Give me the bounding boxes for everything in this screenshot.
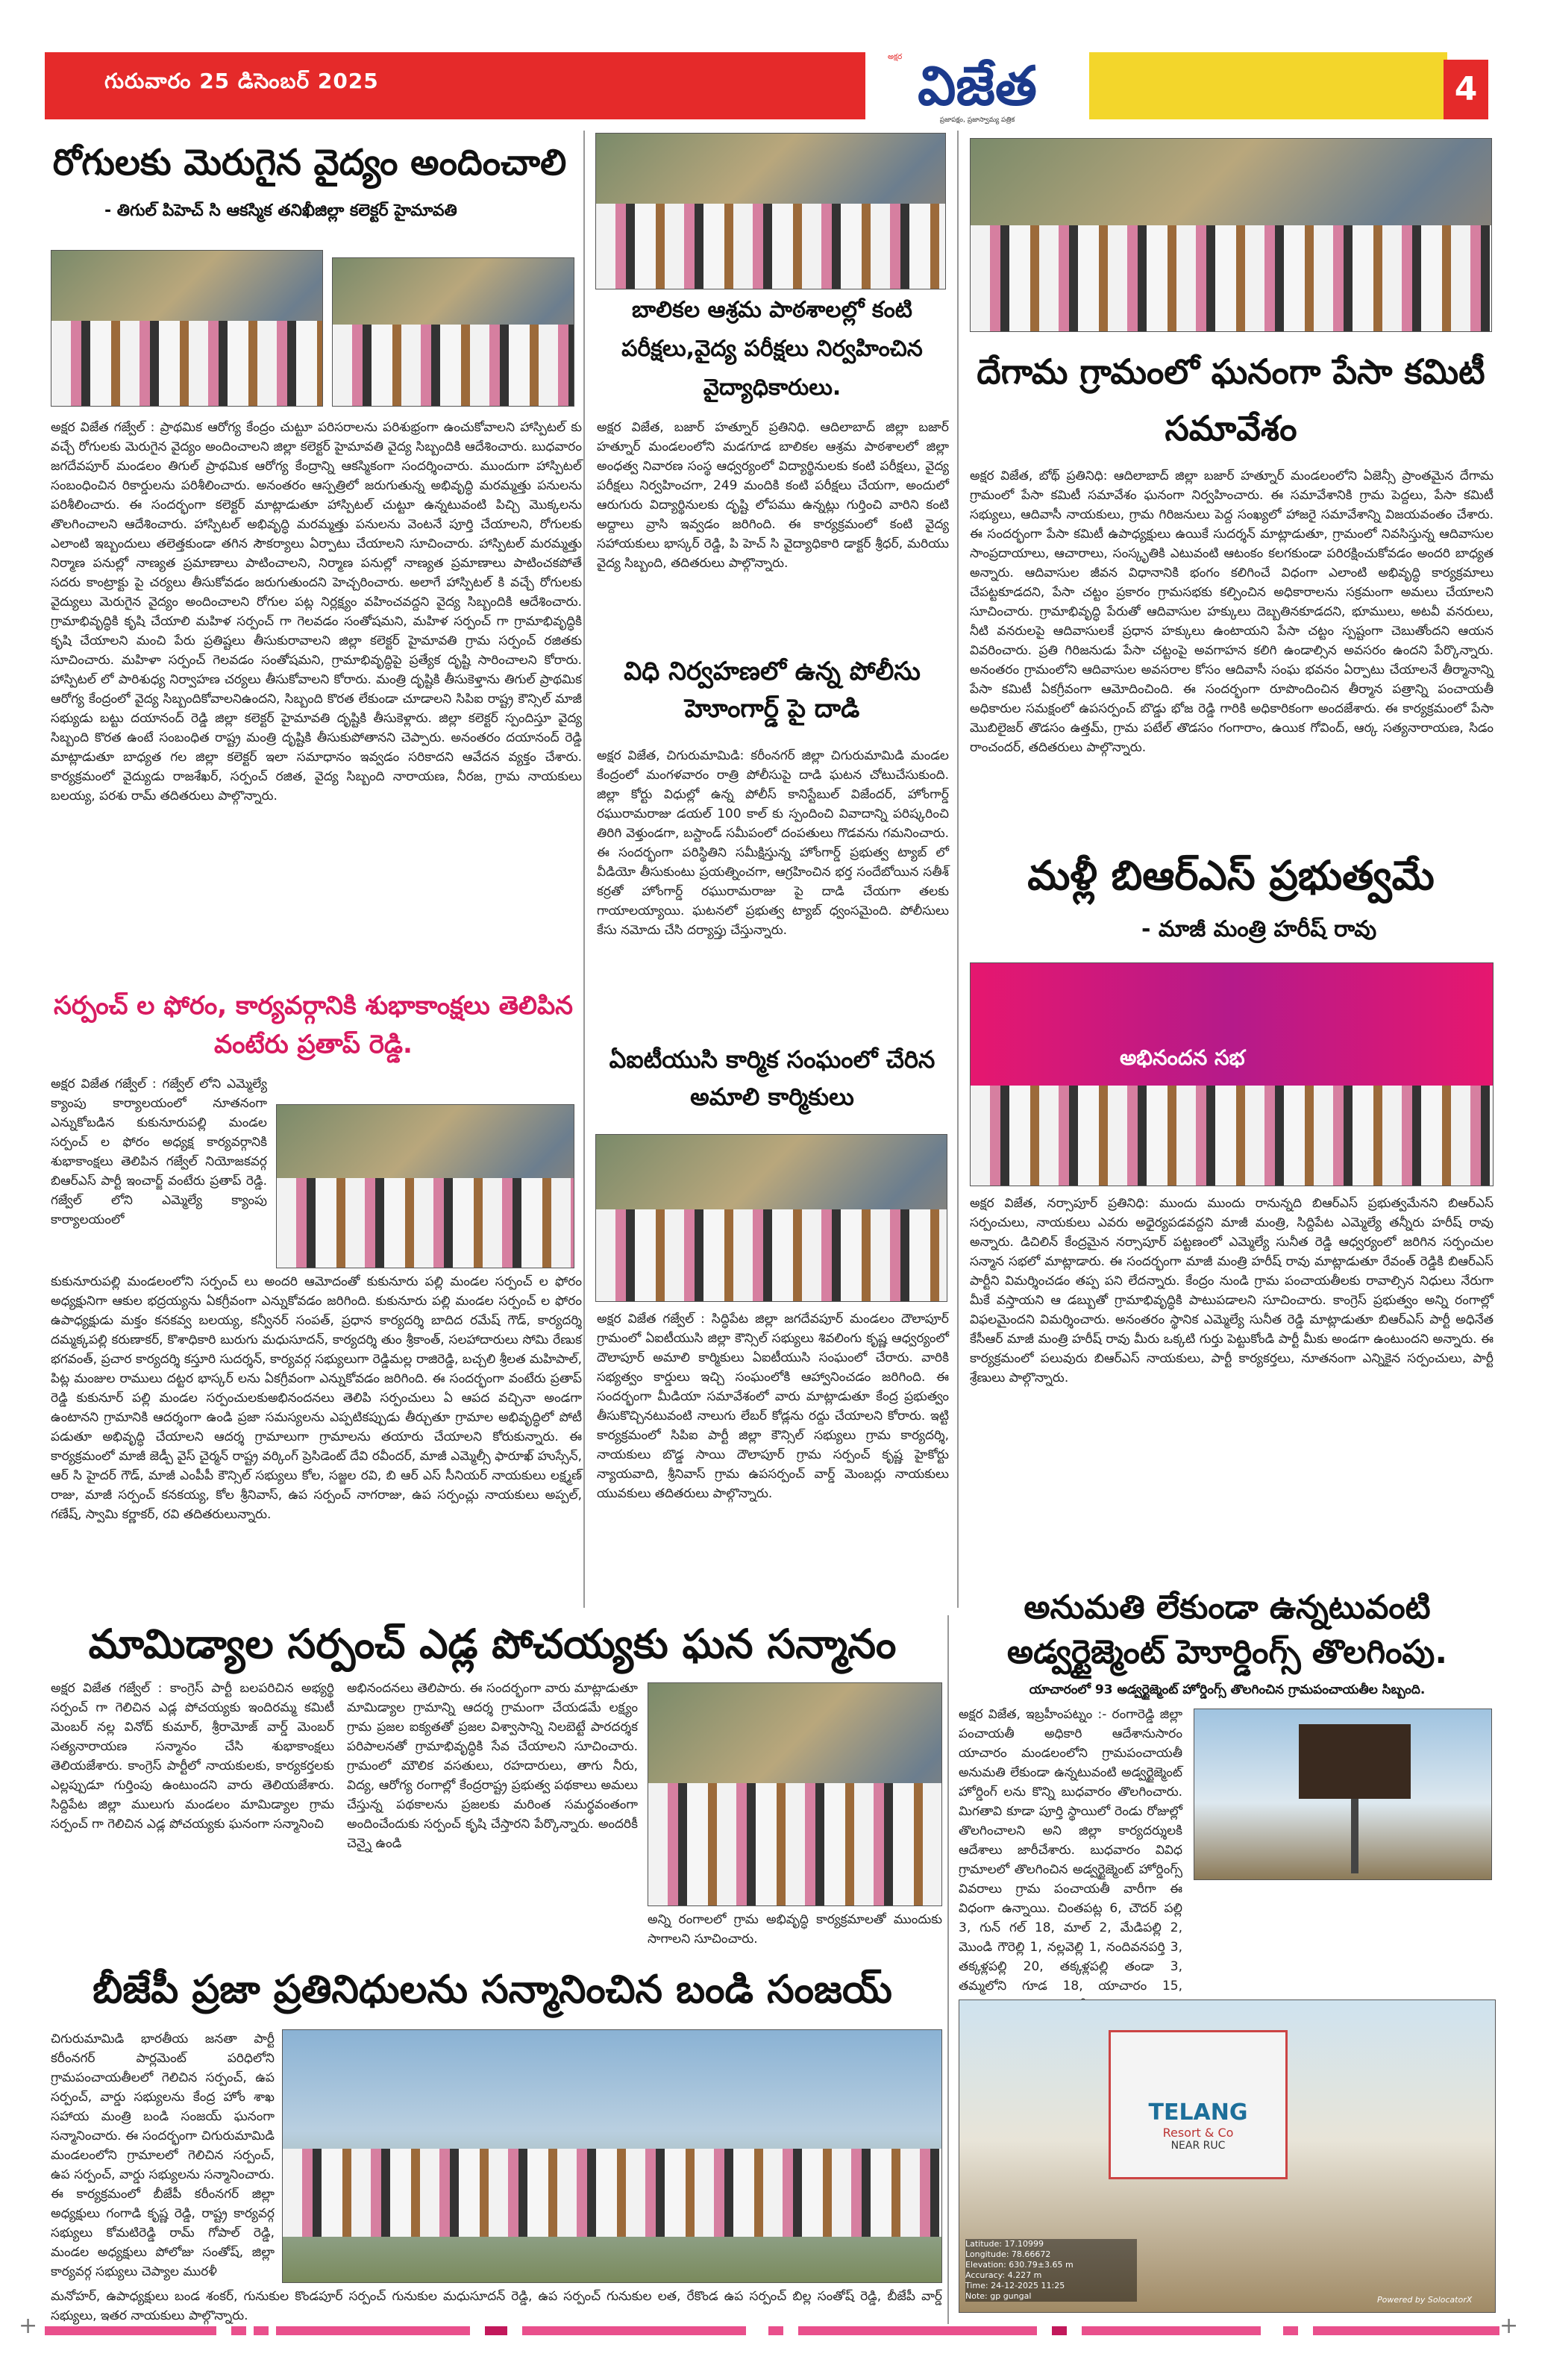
- a10-headline: బీజేపీ ప్రజా ప్రతినిధులను సన్మానించిన బండి సంజయ్: [93, 1967, 892, 2012]
- a8-photo-sign: [959, 1999, 1496, 2313]
- a6-photo: [970, 138, 1492, 332]
- a9-photo: [648, 1682, 942, 1906]
- a4-headline: విధి నిర్వహణలో ఉన్న పోలీసు హెూంగార్డ్ పై దాడి: [624, 657, 921, 724]
- a7-body: అక్షర విజేత, నర్సాపూర్ ప్రతినిధి: ముందు ముందు రానున్నది బిఆర్ఎస్ ప్రభుత్వమేనని బిఆర్ఎస్ సర్పంచులు, నాయకులు ఎవరు అధైర్యపడవద్దని మాజీ మంత్రి, సిద్దిపేట ఎమ్మెల్యే తన్నీరు హరీష్ రావు అన్నారు. డిచిలిన్ కేంద్రమైన నర్సాపూర్ పట్టణంలో ఎమ్మెల్యే సునీత రెడ్డి ఆధ్వర్యంలో జరిగిన సర్పంచుల సన్మాన సభలో మాట్లాడారు. ఈ సందర్భంగా మాజీ మంత్రి హరీష్ రావు మాట్లాడుతూ రేవంత్ రెడ్డికి బిఆర్ఎస్ పార్టీని విమర్శించడం తప్ప పని లేదన్నారు. కేంద్రం నుండి గ్రామ పంచాయతీలకు రావాల్సిన నిధులు నేరుగా మీకే వస్తాయని ఆ డబ్బుతో గ్రామాభివృద్ధికి పాటుపడాలని సూచించారు. కాంగ్రెస్ ప్రభుత్వం అన్ని రంగాల్లో విఫలమైందని విమర్శించారు. అనంతరం స్థానిక ఎమ్మెల్యే సునీత రెడ్డి మాట్లాడుతూ బిఆర్ఎస్ పార్టీ అధినేత కేసీఆర్ మాజీ మంత్రి హరీష్ రావు మీరు ఒక్కటి గుర్తు పెట్టుకోండి పార్టీ మీకు అండగా ఉంటుందని అన్నారు. ఈ కార్యక్రమంలో పలువురు బిఆర్ఎస్ నాయకులు, పార్టీ కార్యకర్తలు, నూతనంగా ఎన్నికైన సర్పంచులు, పార్టీ శ్రేణులు పాల్గొన్నారు.: [970, 1196, 1494, 1385]
- a9-body-mid: అభినందనలు తెలిపారు. ఈ సందర్భంగా వారు మాట్లాడుతూ మామిడ్యాల గ్రామాన్ని ఆదర్శ గ్రామంగా చేయడమే లక్ష్యం గ్రామ ప్రజల ఐక్యతతో ప్రజల విశ్వాసాన్ని నిలబెట్టే పారదర్శక పరిపాలనతో గ్రామాభివృద్ధికి సేవ చేయాలని సూచించారు. గ్రామంలో మౌలిక వసతులు, రహదారులు, తాగు నీరు, విద్య, ఆరోగ్య రంగాల్లో కేంద్రరాష్ట్ర ప్రభుత్వ పథకాలు అమలు చేస్తున్న పథకాలను ప్రజలకు మరింత సమర్థవంతంగా అందించేందుకు సర్పంచ్ కృషి చేస్తారని పేర్కొన్నారు. అందరికీ చెన్నై ఉండి: [347, 1681, 638, 1851]
- column-divider: [947, 1615, 949, 2324]
- a9-headline: మామిడ్యాల సర్పంచ్ ఎడ్ల పోచయ్యకు ఘన సన్మానం: [88, 1620, 897, 1667]
- a6-headline: దేగామ గ్రామంలో ఘనంగా పేసా కమిటీ సమావేశం: [977, 351, 1485, 448]
- a6-body: అక్షర విజేత, బోథ్ ప్రతినిధి: ఆదిలాబాద్ జిల్లా బజార్ హత్నూర్ మండలంలోని ఏజెన్సీ ప్రాంతమైన దేగామ గ్రామంలో పేసా కమిటీ సమావేశం ఘనంగా నిర్వహించారు. ఈ సమావేశానికి గ్రామ పెద్దలు, పేసా కమిటీ సభ్యులు, ఆదివాసీ నాయకులు, గ్రామ గిరిజనులు పెద్ద సంఖ్యలో హాజరై సమావేశాన్ని విజయవంతం చేశారు. ఈ సందర్భంగా పేసా కమిటీ ఉపాధ్యక్షులు ఉయికే సుదర్శన్ మాట్లాడుతూ, గ్రామంలో నివసిస్తున్న ఆదివాసుల సాంప్రదాయాలు, ఆచారాలు, సంస్కృతికి ఎటువంటి ఆటంకం కలగకుండా పరిరక్షించుకోవడం అందరి బాధ్యత అన్నారు. ఆదివాసుల జీవన విధానానికి భంగం కలిగించే విధంగా ఎలాంటి అభివృద్ధి కార్యక్రమాలు చేపట్టకూడదని, పేసా చట్టం ప్రకారం గ్రామసభకు కల్పించిన అధికారాలను సక్రమంగా అమలు చేయాలని సూచించారు. గ్రామాభివృద్ధి పేరుతో ఆదివాసుల హక్కులు దెబ్బతినకూడదని, భూములు, అటవీ వనరులు, నీటి వనరులపై ఆదివాసులకే ప్రధాన హక్కులు ఉంటాయని పేసా చట్టం స్పష్టంగా చెబుతోందని ఆయన వివరించారు. ప్రతి గిరిజనుడు పేసా చట్టంపై అవగాహన కలిగి ఉండాల్సిన అవసరం ఉందని పేర్కొన్నారు. అనంతరం గ్రామంలోని ఆదివాసుల అవసరాల కోసం ఆదివాసీ సంఘ భవనం ఏర్పాటు చేయాలనే తీర్మానాన్ని పేసా కమిటీ ఏకగ్రీవంగా ఆమోదించింది. ఈ సందర్భంగా రూపొందించిన తీర్మాన పత్రాన్ని పంచాయతీ అధికారుల సమక్షంలో ఉపసర్పంచ్ బొడ్డు భోజ రెడ్డి గారికి అధికారికంగా అందజేశారు. ఈ కార్యక్రమంలో పేసా మొబిలైజర్ తొడసం ఉత్తమ్, గ్రామ పటేల్ తొడసం గంగారాం, ఉయిక గోవింద్, ఆర్క సత్యనారాయణ, సిడం రాంచందర్, తదితరులు పాల్గొన్నారు.: [970, 469, 1494, 755]
- a2-body-bottom: కుకునూరుపల్లి మండలంలోని సర్పంచ్ లు అందరి ఆమోదంతో కుకునూరు పల్లి మండల సర్పంచ్ ల ఫోరం అధ్యక్షునిగా ఆకుల భద్రయ్యను ఏకగ్రీవంగా ఎన్నుకోవడం జరిగింది. కుకునూరు పల్లి మండల సర్పంచ్ ల ఫోరం ఉపాధ్యక్షుడు మక్తం కనకవ్వ బలయ్య, కన్వీనర్ సంపత్, ప్రధాన కార్యదర్శి బాదిద రమేష్ గౌడ్, కార్యదర్శి దమ్మక్కపల్లి కరుణాకర్, కొశాధికారి బురుగు మధుసూదన్, కార్యదర్శి తుం శ్రీకాంత్, సలహాదారులు సోమి రేణుక భగవంత్, ప్రచార కార్యదర్శి కస్తూరి సుదర్శన్, కార్యవర్గ సభ్యులుగా రెడ్డిమల్ల రాజిరెడ్డి, బచ్చలి శ్రీలత మహిపాల్, పిట్ల మంజుల రాములు దట్టర భాస్కర్ లను ఏకగ్రీవంగా ఎన్నుకోవడం జరిగింది. ఈ సందర్భంగా వంటేరు ప్రతాప్ రెడ్డి కుకునూర్ పల్లి మండల సర్పంచులకుఅభినందనలు తెలిపి సర్పంచులు ఏ ఆపద వచ్చినా అండగా ఉంటానని గ్రామానికి ఆదర్శంగా ఉండి ప్రజా సమస్యలను ఎప్పటికప్పుడు తీర్చుతూ గ్రామాల అభివృద్ధిలో పోటీ పడుతూ అభివృద్ధి చేయాలని ఆదర్శ గ్రామాలుగా గ్రామాలను తయారు చేయాలని కోరుకున్నారు. ఈ కార్యక్రమంలో మాజీ జెడ్పీ వైస్ చైర్మన్ రాష్ట్ర వర్కింగ్ ప్రెసిడెంట్ దేవి రవీందర్, మాజీ ఎమ్మెల్సీ ఫారూఖ్ హుస్సేన్, ఆర్ సి హైదర్ గౌడ్, మాజీ ఎంపీపీ కౌన్సిల్ సభ్యులు కోల, సజ్జల రవి, బి ఆర్ ఎస్ సీనియర్ నాయకులు లక్ష్మణ్ రాజు, మాజీ సర్పంచ్ కనకయ్య, కోల శ్రీనివాస్, ఉప సర్పంచ్ నాగరాజు, ఉప సర్పంచ్లు నాయకులు అప్పల్, గణేష్, స్వామి కర్ణాకర్, రవి తదితరులున్నారు.: [51, 1274, 582, 1522]
- a3-body: అక్షర విజేత, బజార్ హత్నూర్ ప్రతినిధి. ఆదిలాబాద్ జిల్లా బజార్ హత్నూర్ మండలంలోని మడగూడ బాలికల ఆశ్రమ పాఠశాలలో జిల్లా అంధత్వ నివారణ సంస్థ ఆధ్వర్యంలో విద్యార్థినులకు కంటి పరీక్షలు, వైద్య పరీక్షలు నిర్వహించగా, 249 మందికి కంటి పరీక్షలు చేయగా, అందులో ఆరుగురు విద్యార్థినులకు దృష్టి లోపము ఉన్నట్లు గుర్తించి వారిని కంటి అద్దాలు వ్రాసి ఇవ్వడం జరిగింది. ఈ కార్యక్రమంలో కంటి వైద్య సహాయకులు భాస్కర్ రెడ్డి, పి హెచ్ సి వైద్యాధికారి డాక్టర్ శ్రీధర్, మరియు వైద్య సిబ్బంది, తదితరులు పాల్గొన్నారు.: [597, 420, 949, 571]
- a10-body-bottom: మనోహర్, ఉపాధ్యక్షులు బండ శంకర్, గునుకుల కొండపూర్ సర్పంచ్ గునుకుల మధుసూదన్ రెడ్డి, ఉప సర్పంచ్ గునుకుల లత, రేకొండ ఉప సర్పంచ్ బిల్ల సంతోష్ రెడ్డి, బీజేపీ వార్డ్ సభ్యులు, ఇతర నాయకులు పాల్గొన్నారు.: [51, 2289, 942, 2323]
- a5-body: అక్షర విజేత గజ్వేల్ : సిద్ధిపేట జిల్లా జగదేవపూర్ మండలం దౌలాపూర్ గ్రామంలో ఏఐటీయుసి జిల్లా కౌన్సిల్ సభ్యులు శివలింగు కృష్ణ ఆధ్వర్యంలో దౌలాపూర్ అమాలి కార్మికులు ఏఐటీయుసి సంఘంలో చేరారు. వారికి సభ్యత్వం కార్డులు ఇచ్చి సంఘంలోకి ఆహ్వానించడం జరిగింది. ఈ సందర్భంగా మీడియా సమావేశంలో వారు మాట్లాడుతూ కేంద్ర ప్రభుత్వం తీసుకొచ్చినటువంటి నాలుగు లేబర్ కోడ్లను రద్దు చేయాలని కోరారు. ఇట్టి కార్యక్రమంలో సిపిఐ పార్టీ జిల్లా కౌన్సిల్ సభ్యులు గ్రామ కార్యదర్శి, నాయకులు బొడ్డ సాయి దౌలాపూర్ గ్రామ సర్పంచ్ కృష్ణ హైకోర్టు న్యాయవాది, శ్రీనివాస్ గ్రామ ఉపసర్పంచ్ వార్డ్ మెంబర్లు నాయకులు యువకులు తదితరులు పాల్గొన్నారు.: [597, 1312, 949, 1501]
- a1-subhead: - తిగుల్ పిహెచ్ సి ఆకస్మిక తనిఖీజిల్లా కలెక్టర్ హైమావతి: [104, 201, 457, 220]
- footer-bar: [30, 2326, 1514, 2335]
- a9-body-left: అక్షర విజేత గజ్వేల్ : కాంగ్రెస్ పార్టీ బలపరిచిన అభ్యర్థి సర్పంచ్ గా గెలిచిన ఎడ్ల పోచయ్యకు ఇందిరమ్మ కమిటీ మెంబర్ నల్ల వినోద్ కుమార్, శ్రీరామోజ్ వార్డ్ మెంబర్ సత్యనారాయణ సన్మానం చేసి శుభాకాంక్షలు తెలియజేశారు. కాంగ్రెస్ పార్టీలో నాయకులకు, కార్యకర్తలకు ఎల్లప్పుడూ గుర్తింపు ఉంటుందని వారు తెలియజేశారు. సిద్దిపేట జిల్లా ములుగు మండలం మామిడ్యాల గ్రామ సర్పంచ్ గా గెలిచిన ఎడ్ల పోచయ్యకు ఘనంగా సన్మానించి: [51, 1681, 334, 1832]
- footer-plus-right: +: [1499, 2313, 1519, 2339]
- a1-headline: రోగులకు మెరుగైన వైద్యం అందించాలి: [52, 142, 567, 184]
- hoarding-pole: [1351, 1799, 1358, 1873]
- logo-small-text: అక్షర: [888, 53, 903, 61]
- a1-photo-left: [51, 250, 323, 407]
- a4-body: అక్షర విజేత, చిగురుమామిడి: కరీంనగర్ జిల్లా చిగురుమామిడి మండల కేంద్రంలో మంగళవారం రాత్రి పోలీసుపై దాడి ఘటన చోటుచేసుకుంది. జిల్లా కోర్టు విధుల్లో ఉన్న పోలీస్ కానిస్టేబుల్ విజేందర్, హోంగార్డ్ రఘురామరాజు డయల్ 100 కాల్ కు స్పందించి వివాదాన్ని పరిష్కరించి తిరిగి వెళ్తుండగా, బస్టాండ్ సమీపంలో దంపతులు గొడవను గమనించారు. ఈ సందర్భంగా పరిస్థితిని సమీక్షిస్తున్న హోంగార్డ్ ప్రభుత్వ ట్యాబ్ లో వీడియో తీసుకుంటు ప్రయత్నించగా, ఆగ్రహించిన భర్త సందేబోయిన సతీశ్ కర్రతో హోంగార్డ్ రఘురామరాజు పై దాడి చేయగా తలకు గాయాలయ్యాయి. ఘటనలో ప్రభుత్వ ట్యాబ్ ధ్వంసమైంది. పోలీసులు కేసు నమోదు చేసి దర్యాప్తు చేస్తున్నారు.: [597, 748, 949, 938]
- issue-date: గురువారం 25 డిసెంబర్ 2025: [104, 69, 379, 93]
- a8-photo-hoarding: [1194, 1709, 1492, 1880]
- a7-banner-text: అభినందన సభ: [1120, 1045, 1245, 1070]
- a10-photo: [282, 2029, 942, 2283]
- a9-caption: అన్ని రంగాలలో గ్రామ అభివృద్ధి కార్యక్రమాలతో ముందుకు సాగాలని సూచించారు.: [648, 1912, 942, 1947]
- footer-plus-left: +: [19, 2313, 38, 2339]
- a8-headline: అనుమతి లేకుండా ఉన్నటువంటి అడ్వర్టైజ్మెంట్ హెూర్డింగ్స్ తొలగింపు.: [1006, 1588, 1448, 1671]
- resort-signboard: [1109, 2030, 1288, 2179]
- page-number: 4: [1444, 60, 1488, 119]
- a7-subhead: - మాజీ మంత్రి హరీష్ రావు: [1141, 916, 1377, 942]
- a8-subhead: యాచారంలో 93 అడ్వర్టైజ్మెంట్ హోర్డింగ్స్ తొలగించిన గ్రామపంచాయతీల సిబ్బంది.: [1029, 1682, 1426, 1697]
- a3-photo: [595, 133, 946, 289]
- sign-text-main: TELANG: [1148, 2099, 1248, 2126]
- a7-headline: మళ్లీ బిఆర్ఎస్ ప్రభుత్వమే: [1027, 852, 1435, 899]
- hoarding-board: [1299, 1724, 1411, 1799]
- a3-headline: బాలికల ఆశ్రమ పాఠశాలల్లో కంటి పరీక్షలు,వైద్య పరీక్షలు నిర్వహించిన వైద్యాధికారులు.: [621, 297, 923, 401]
- sign-text-near: NEAR RUC: [1170, 2140, 1226, 2152]
- a5-photo: [595, 1134, 947, 1302]
- column-divider: [583, 131, 585, 1608]
- logo-tagline: ప్రజాపక్షం, ప్రజాస్వామ్య పత్రిక: [939, 116, 1015, 124]
- a8-body: అక్షర విజేత, ఇబ్రహీంపట్నం :- రంగారెడ్డి జిల్లా పంచాయతీ అధికారి ఆదేశానుసారం యాచారం మండలంలోని గ్రామపంచాయతీ అనుమతి లేకుండా ఉన్నటువంటి అడ్వర్టైజ్మెంట్ హోర్డింగ్ లను కొన్ని బుధవారం తొలగించారు. మిగతావి కూడా పూర్తి స్థాయిలో రెండు రోజుల్లో తొలగించాలని అని జిల్లా కార్యదర్శులకి ఆదేశాలు జారీచేశారు. బుధవారం వివిధ గ్రామాలలో తొలగించిన అడ్వర్టైజ్మెంట్ హోర్డింగ్స్ వివరాలు గ్రామ పంచాయతీ వారీగా ఈ విధంగా ఉన్నాయి. చింతపట్ల 6, చౌదర్ పల్లి 3, గున్ గల్ 18, మాల్ 2, మేడిపల్లి 2, మొండి గౌరెల్లి 1, నల్లవెల్లి 1, నందివనపర్తి 3, తక్కళ్లపల్లి 20, తక్కళ్లపల్లి తండా 3, తమ్మలోని గూడ 18, యాచారం 15,: [959, 1707, 1182, 1994]
- geo-stamp: Latitude: 17.10999 Longitude: 78.66672 Elevation: 630.79±3.65 m Accuracy: 4.227 m Time: 24-12-2025 11:25 Note: gp gungal: [965, 2239, 1137, 2302]
- sign-text-sub: Resort & Co: [1162, 2126, 1234, 2140]
- column-divider: [957, 131, 959, 1608]
- logo-title: విజేత: [918, 54, 1037, 117]
- geo-watermark: Powered by SolocatorX: [1377, 2295, 1473, 2305]
- a1-photo-right: [332, 257, 574, 407]
- a2-photo: [276, 1104, 574, 1268]
- a10-body-left: చిగురుమామిడి భారతీయ జనతా పార్టీ కరీంనగర్ పార్లమెంట్ పరిధిలోని గ్రామపంచాయతీలలో గెలిచిన సర్పంచ్, ఉప సర్పంచ్, వార్డు సభ్యులను కేంద్ర హోం శాఖ సహాయ మంత్రి బండి సంజయ్ ఘనంగా సన్మానించారు. ఈ సందర్భంగా చిగురుమామిడి మండలంలోని గ్రామాలలో గెలిచిన సర్పంచ్, ఉప సర్పంచ్, వార్డు సభ్యులను సన్మానించారు. ఈ కార్యక్రమంలో బీజేపీ కరీంనగర్ జిల్లా అధ్యక్షులు గంగాడి కృష్ణ రెడ్డి, రాష్ట్ర కార్యవర్గ సభ్యులు కోమటిరెడ్డి రామ్ గోపాల్ రెడ్డి, మండల అధ్యక్షులు పోలోజు సంతోష్, జిల్లా కార్యవర్గ సభ్యులు చెప్యాల మురళీ: [51, 2032, 275, 2279]
- a2-headline: సర్పంచ్ ల ఫోరం, కార్యవర్గానికి శుభాకాంక్షలు తెలిపిన వంటేరు ప్రతాప్ రెడ్డి.: [54, 991, 573, 1059]
- a7-photo: [970, 962, 1494, 1186]
- a5-headline: ఏఐటీయుసి కార్మిక సంఘంలో చేరిన అమాలి కార్మికులు: [609, 1045, 935, 1111]
- a2-body-top: అక్షర విజేత గజ్వేల్ : గజ్వేల్ లోని ఎమ్మెల్యే క్యాంపు కార్యాలయంలో నూతనంగా ఎన్నుకోబడిన కుకునూరుపల్లి మండల సర్పంచ్ ల ఫోరం అధ్యక్ష కార్యవర్గానికి శుభాకాంక్షలు తెలిపిన గజ్వేల్ నియోజకవర్గ బిఆర్ఎస్ పార్టీ ఇంచార్జ్ వంటేరు ప్రతాప్ రెడ్డి. గజ్వేల్ లోని ఎమ్మెల్యే క్యాంపు కార్యాలయంలో: [51, 1077, 267, 1227]
- a1-body: అక్షర విజేత గజ్వేల్ : ప్రాథమిక ఆరోగ్య కేంద్రం చుట్టూ పరిసరాలను పరిశుభ్రంగా ఉంచుకోవాలని హాస్పిటల్ కు వచ్చే రోగులకు మెరుగైన వైద్యం అందించాలని జిల్లా కలెక్టర్ హైమావతి వైద్య సిబ్బందికి ఆదేశించారు. బుధవారం జగదేవపూర్ మండలం తిగుల్ ప్రాథమిక ఆరోగ్య కేంద్రాన్ని ఆకస్మికంగా సందర్శించారు. ముందుగా హాస్పిటల్ సంబంధించిన రికార్డులను పరిశీలించారు. అనంతరం ఆస్పత్రిలో జరుగుతున్న అభివృద్ధి మరమ్మత్తు పనులను పరిశీలించారు. ఈ సందర్భంగా కలెక్టర్ మాట్లాడుతూ హాస్పిటల్ చుట్టూ ఉన్నటువంటి పిచ్చి మొక్కలను తొలగించాలని ఆదేశించారు. హాస్పిటల్ అభివృద్ధి మరమ్మత్తు పనులను వెంటనే పూర్తి చేయాలని, రోగులకు ఎలాంటి ఇబ్బందులు తలెత్తకుండా తగిన సౌకర్యాలు ఏర్పాటు చేయాలని సూచించారు. హాస్పిటల్ మరమ్మత్తు నిర్మాణ పనుల్లో నాణ్యత ప్రమాణాలు పాటించాలని, నిర్మాణ పనుల్లో నాణ్యత ప్రమాణాలు పాటించకపోతే సదరు కాంట్రాక్టు పై చర్యలు తీసుకోవడం జరుగుతుందని హెచ్చరించారు. అలాగే హాస్పిటల్ కి వచ్చే రోగులకు వైద్యులు మెరుగైన వైద్యం అందించాలని రోగుల పట్ల నిర్లక్ష్యం వహించవద్దని వైద్య సిబ్బందికి ఆదేశించారు. గ్రామాభివృద్ధికి కృషి చేయాలి మహిళ సర్పంచ్ గా గెలవడం సంతోషమని, మహిళ సర్పంచ్ గా గ్రామాభివృద్ధికి కృషి చేయాలని మంచి పేరు ప్రతిష్టలు తీసుకురావాలని జిల్లా కలెక్టర్ హైమావతి గ్రామ సర్పంచ్ రజితకు సూచించారు. మహిళా సర్పంచ్ గెలవడం సంతోషమని, గ్రామాభివృద్ధిపై ప్రత్యేక దృష్టి సారించాలని కోరారు. హాస్పిటల్ లో పారిశుధ్య నిర్వాహణ చర్యలు తీసుకోవాలని కోరారు. మంత్రి దృష్టికి తీసుకెళ్తాను తిగుల్ ప్రాథమిక ఆరోగ్య కేంద్రంలో వైద్య సిబ్బందికోవాలనిఉందని, సిబ్బంది కొరత లేకుండా చూడాలని సిపిఐ రాష్ట్ర కౌన్సిల్ మాజీ సభ్యుడు బట్టు దయానంద్ రెడ్డి జిల్లా కలెక్టర్ హైమావతి దృష్టికి తీసుకెళ్లారు. జిల్లా కలెక్టర్ స్పందిస్తూ వైద్య సిబ్బంది కొరత ఉంటే సంబంధిత రాష్ట్ర మంత్రి దృష్టికి తీసుకుపోతానని చెప్పారు. అనంతరం దయానంద్ రెడ్డి మాట్లాడుతూ బాధ్యత గల జిల్లా కలెక్టర్ ఇలా సమాధానం ఇవ్వడం సరికాదని ఆవేదన వ్యక్తం చేశారు. కార్యక్రమంలో వైద్యుడు రాజశేఖర్, సర్పంచ్ రజిత, వైద్య సిబ్బంది నారాయణ, నీరజ, గ్రామ నాయకులు బలయ్య, పరశు రామ్ తదితరులు పాల్గొన్నారు.: [51, 420, 582, 804]
